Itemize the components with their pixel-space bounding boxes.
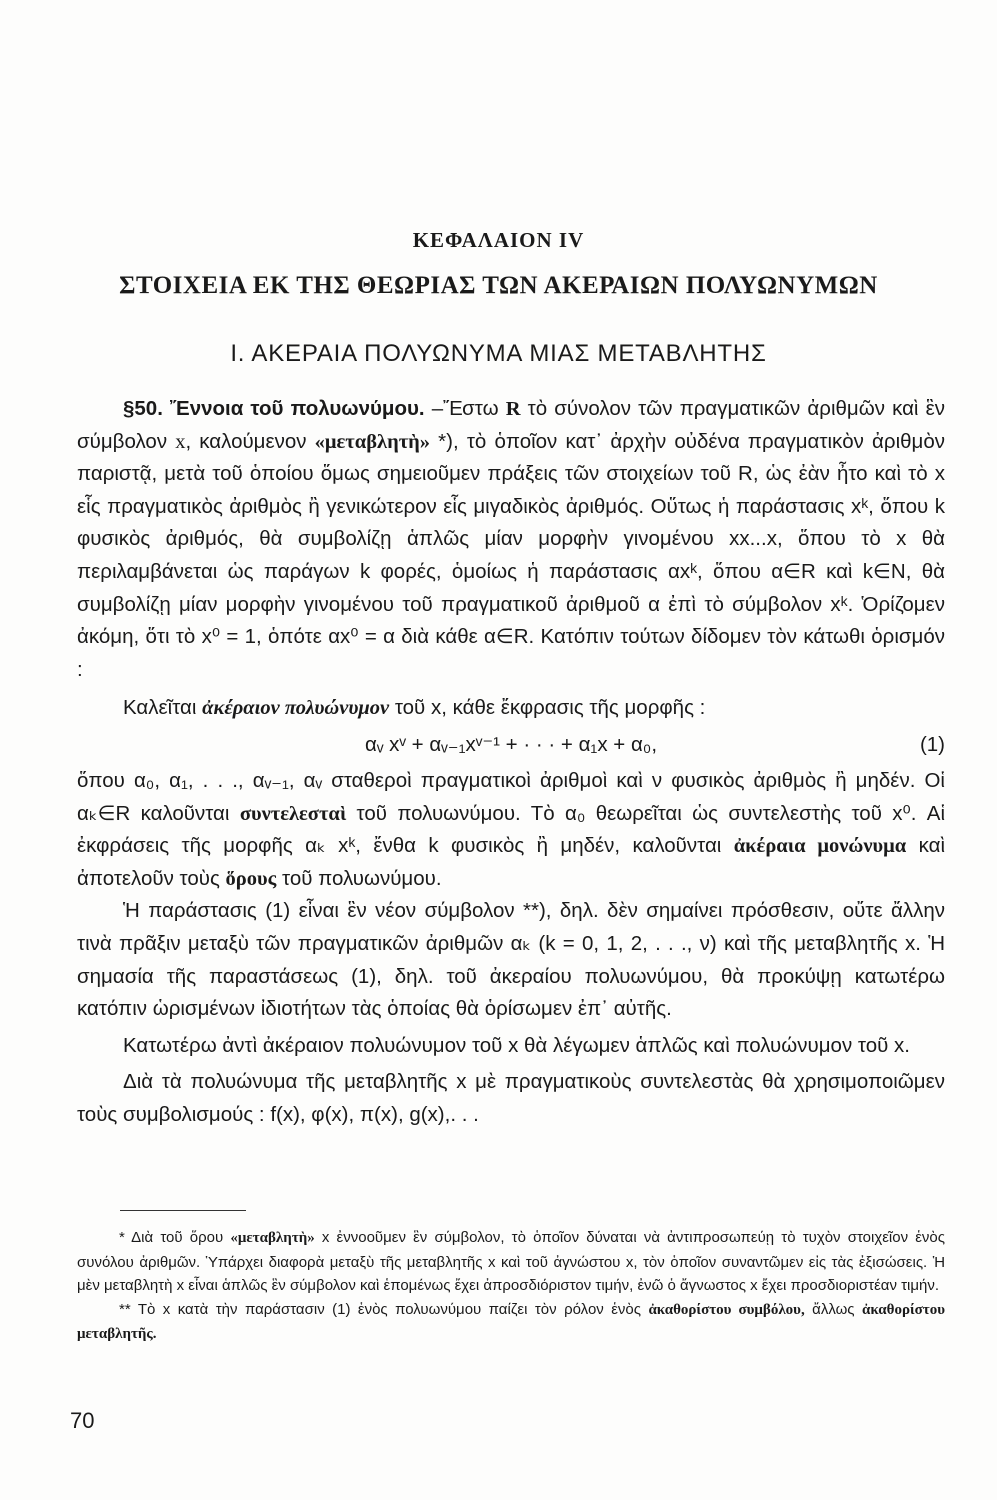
term-variable: «μεταβλητὴ» (314, 430, 431, 453)
paragraph-symbol: Ἡ παράστασις (1) εἶναι ἓν νέον σύμβολον **), δηλ. δὲν σημαίνει πρόσθεσιν, οὔτε ἄλλην τινὰ πρᾶξιν μεταξὺ τῶν πραγματικῶν ἀριθμῶν αₖ (k = 0, 1, 2, . . ., ν) καὶ τῆς μεταβλητῆς x. Ἡ σημασία τῆς παραστάσεως (1), δηλ. τοῦ ἀκεραίου πολυωνύμου, θὰ προκύψῃ κατωτέρω κατόπιν ὡρισμένων ἰδιοτήτων τὰς ὁποίας θὰ ὁρίσωμεν ἐπ᾽ αὐτῆς. (77, 899, 945, 1021)
footnotes (77, 1226, 945, 1347)
footnote-separator (120, 1210, 246, 1211)
formula-expression: αᵥ xᵛ + αᵥ₋₁xᵛ⁻¹ + · · · + α₁x + α₀, (364, 732, 658, 756)
body-text (77, 393, 945, 1131)
footnote-1: * Διὰ τοῦ ὅρου «μεταβλητὴ» x ἐννοοῦμεν ἓν σύμβολον, τὸ ὁποῖον δύναται νὰ ἀντιπροσωπεύῃ τὸ τυχὸν στοιχεῖον ἑνὸς συνόλου ἀριθμῶν. Ὑπάρχει διαφορὰ μεταξὺ τῆς μεταβλητῆς x καὶ τοῦ ἀγνώστου x, τὸν ὁποῖον συναντῶμεν εἰς τὰς ἐξισώσεις. Ἡ μὲν μεταβλητὴ x εἶναι ἁπλῶς ἓν σύμβολον καὶ ἑπομένως ἔχει ἀπροσδιόριστον τιμήν, ἐνῶ ὁ ἄγνωστος x ἔχει προσδιοριστέαν τιμήν. (77, 1229, 945, 1294)
term-polynomial: ἀκέραιον πολυώνυμον (202, 697, 390, 720)
chapter-heading: ΚΕΦΑΛΑΙΟΝ IV (412, 228, 585, 252)
paragraph-coefficients: ὅπου α₀, α₁, . . ., αᵥ₋₁, αᵥ σταθεροὶ πραγματικοὶ ἀριθμοὶ καὶ ν φυσικὸς ἀριθμὸς ἢ μηδέν. Οἱ αₖ∈R καλοῦνται συντελεσταὶ τοῦ πολυωνύμου. Τὸ α₀ θεωρεῖται ὡς συντελεστὴς τοῦ x⁰. Αἱ ἐκφράσεις τῆς μορφῆς αₖ xᵏ, ἔνθα k φυσικὸς ἢ μηδέν, καλοῦνται ἀκέραια μονώνυμα καὶ ἀποτελοῦν τοὺς ὅρους τοῦ πολυωνύμου. (77, 768, 946, 890)
formula-polynomial (77, 729, 945, 765)
chapter-title: ΣΤΟΙΧΕΙΑ ΕΚ ΤΗΣ ΘΕΩΡΙΑΣ ΤΩΝ ΑΚΕΡΑΙΩΝ ΠΟΛΥΩΝΥΜΩΝ (119, 272, 878, 299)
page-number: 70 (70, 1408, 95, 1433)
footnote-2: ** Τὸ x κατὰ τὴν παράστασιν (1) ἑνὸς πολυωνύμου παίζει τὸν ρόλον ἑνὸς ἀκαθορίστου συμβόλου, ἄλλως ἀκαθορίστου μεταβλητῆς. (77, 1300, 945, 1342)
section-heading: Ι. ΑΚΕΡΑΙΑ ΠΟΛΥΩΝΥΜΑ ΜΙΑΣ ΜΕΤΑΒΛΗΤΗΣ (230, 340, 767, 367)
paragraph-shorthand: Κατωτέρω ἀντὶ ἀκέραιον πολυώνυμον τοῦ x θὰ λέγωμεν ἁπλῶς καὶ πολυώνυμον τοῦ x. (123, 1033, 910, 1057)
paragraph-notation: Διὰ τὰ πολυώνυμα τῆς μεταβλητῆς x μὲ πραγματικοὺς συντελεστὰς θὰ χρησιμοποιῶμεν τοὺς συμβολισμούς : f(x), φ(x), π(x), g(x),. . . (77, 1070, 945, 1126)
paragraph-heading: §50. Ἔννοια τοῦ πολυωνύμου. (123, 397, 425, 420)
paragraph-definition: Καλεῖται ἀκέραιον πολυώνυμον τοῦ x, κάθε ἔκφρασις τῆς μορφῆς : (123, 696, 706, 720)
formula-number: (1) (919, 732, 945, 756)
paragraph-definition-intro: §50. Ἔννοια τοῦ πολυωνύμου. –Ἔστω R τὸ σύνολον τῶν πραγματικῶν ἀριθμῶν καὶ ἓν σύμβολον x, καλούμενον «μεταβλητὴ» *), τὸ ὁποῖον κατ᾽ ἀρχὴν οὐδένα πραγματικὸν ἀριθμὸν παριστᾷ, μετὰ τοῦ ὁποίου ὅμως σημειοῦμεν πράξεις τῶν στοιχείων τοῦ R, ὡς ἐὰν ἦτο καὶ τὸ x εἷς πραγματικὸς ἀριθμὸς ἢ γενικώτερον εἷς μιγαδικὸς ἀριθμός. Οὕτως ἡ παράστασις xᵏ, ὅπου k φυσικὸς ἀριθμός, θὰ συμβολίζῃ ἁπλῶς μίαν μορφὴν γινομένου xx...x, ὅπου τὸ x θὰ περιλαμβάνεται ὡς παράγων k φορές, ὁμοίως ἡ παράστασις αxᵏ, ὅπου α∈R καὶ k∈N, θὰ συμβολίζῃ μίαν μορφὴν γινομένου τοῦ πραγματικοῦ ἀριθμοῦ α ἐπὶ τὸ σύμβολον xᵏ. Ὁρίζομεν ἀκόμη, ὅτι τὸ x⁰ = 1, ὁπότε αx⁰ = α διὰ κάθε α∈R. Κατόπιν τούτων δίδομεν τὸν κάτωθι ὁρισμόν : (77, 397, 945, 681)
